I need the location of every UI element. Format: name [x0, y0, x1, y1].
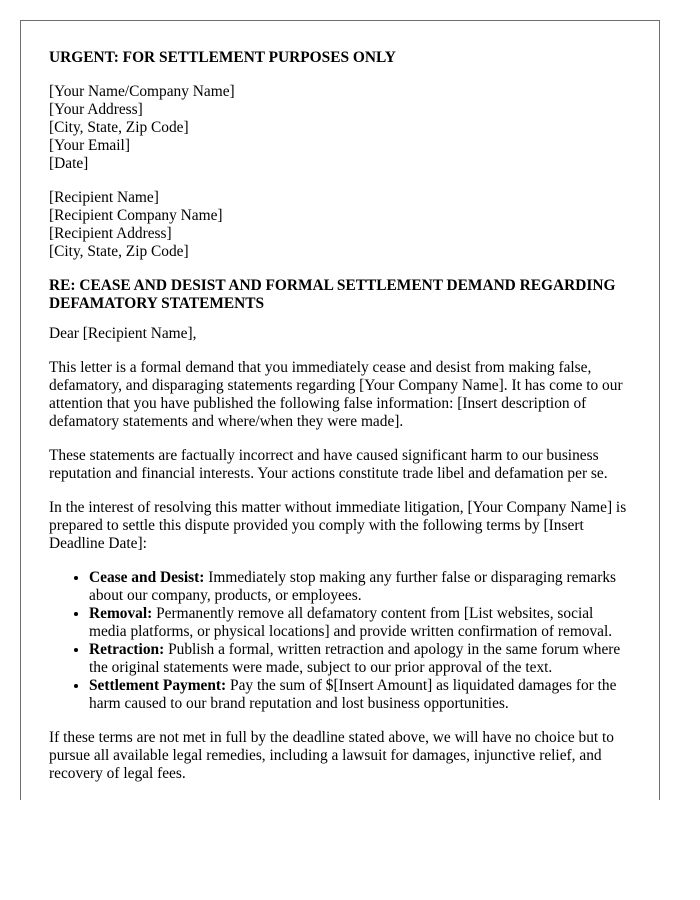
term-label: Removal:	[89, 605, 153, 622]
term-item-removal	[89, 605, 631, 641]
recipient-name-line: [Recipient Name]	[49, 189, 159, 206]
recipient-company-line: [Recipient Company Name]	[49, 207, 223, 224]
sender-city-line: [City, State, Zip Code]	[49, 119, 189, 136]
term-label: Settlement Payment:	[89, 677, 227, 694]
term-item-cease-and-desist	[89, 569, 631, 605]
paragraph-harm: These statements are factually incorrect and have caused significant harm to our business reputation and financial interests. Your actions constitute trade libel and defamation per se.	[49, 447, 608, 482]
term-text: Immediately stop making any further false or disparaging remarks about our company, products, or employees.	[89, 569, 617, 604]
term-text: Pay the sum of $[Insert Amount] as liquidated damages for the harm caused to our brand reputation and lost business opportunities.	[89, 677, 617, 712]
term-item-settlement-payment	[89, 677, 631, 713]
recipient-address-block	[49, 189, 631, 261]
letter-date-line: [Date]	[49, 155, 89, 172]
sender-address-line: [Your Address]	[49, 101, 143, 118]
paragraph-consequences: If these terms are not met in full by the deadline stated above, we will have no choice but to pursue all available legal remedies, including a lawsuit for damages, injunctive relief, and recovery of legal fees.	[49, 729, 614, 782]
sender-email-line: [Your Email]	[49, 137, 130, 154]
paragraph-demand: This letter is a formal demand that you immediately cease and desist from making false, defamatory, and disparaging statements regarding [Your Company Name]. It has come to our attention that you have published the following false information: [Insert description of defamatory statements and where/when they were made].	[49, 359, 623, 430]
sender-name-line: [Your Name/Company Name]	[49, 83, 235, 100]
term-item-retraction	[89, 641, 631, 677]
paragraph-settlement-offer: In the interest of resolving this matter without immediate litigation, [Your Company Name] is prepared to settle this dispute provided you comply with the following terms by [Insert Deadline Date]:	[49, 499, 627, 552]
letter-page	[20, 20, 660, 800]
subject-line: RE: CEASE AND DESIST AND FORMAL SETTLEMENT DEMAND REGARDING DEFAMATORY STATEMENTS	[49, 277, 616, 312]
term-label: Retraction:	[89, 641, 165, 658]
recipient-address-line: [Recipient Address]	[49, 225, 172, 242]
recipient-city-line: [City, State, Zip Code]	[49, 243, 189, 260]
letter-heading: URGENT: FOR SETTLEMENT PURPOSES ONLY	[49, 49, 396, 66]
term-text: Publish a formal, written retraction and apology in the same forum where the original statements were made, subject to our prior approval of the text.	[89, 641, 621, 676]
settlement-terms-list	[49, 569, 631, 713]
term-label: Cease and Desist:	[89, 569, 205, 586]
term-text: Permanently remove all defamatory content from [List websites, social media platforms, or physical locations] and provide written confirmation of removal.	[89, 605, 613, 640]
salutation: Dear [Recipient Name],	[49, 325, 197, 342]
sender-address-block	[49, 83, 631, 173]
